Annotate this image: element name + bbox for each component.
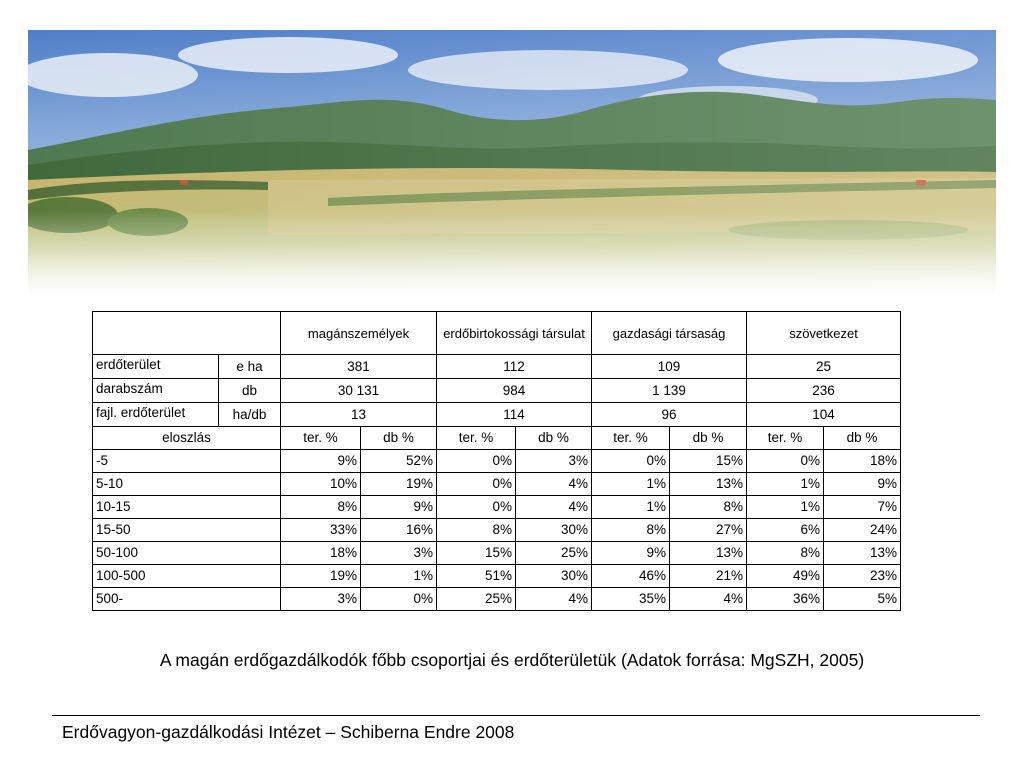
distribution-label: eloszlás: [93, 427, 281, 450]
table-cell: 9%: [824, 473, 901, 496]
table-cell: 8%: [670, 496, 747, 519]
distribution-subheader-row: [93, 427, 901, 450]
table-cell: 13: [281, 403, 437, 427]
row-label: 50-100: [93, 542, 281, 565]
footer-divider: [52, 715, 980, 716]
table-cell: 1%: [592, 473, 670, 496]
table-cell: 109: [592, 355, 747, 379]
table-cell: 16%: [361, 519, 437, 542]
table-row: [93, 379, 901, 403]
table-row: [93, 450, 901, 473]
table-cell: 1%: [361, 565, 437, 588]
table-cell: 112: [437, 355, 592, 379]
header-empty-cell: [93, 312, 281, 355]
table-cell: 46%: [592, 565, 670, 588]
column-header: gazdasági társaság: [592, 312, 747, 355]
footer-text: Erdővagyon-gazdálkodási Intézet – Schiberna Endre 2008: [62, 722, 515, 742]
table-cell: 52%: [361, 450, 437, 473]
subheader-cell: db %: [516, 427, 592, 450]
row-label: -5: [93, 450, 281, 473]
table-cell: 8%: [281, 496, 361, 519]
subheader-cell: ter. %: [437, 427, 516, 450]
table-cell: 0%: [437, 473, 516, 496]
table-cell: 984: [437, 379, 592, 403]
subheader-cell: ter. %: [281, 427, 361, 450]
table-cell: 30 131: [281, 379, 437, 403]
table-row: [93, 565, 901, 588]
table-cell: 9%: [281, 450, 361, 473]
table-cell: 4%: [670, 588, 747, 611]
row-unit: db: [219, 379, 281, 403]
row-label: 5-10: [93, 473, 281, 496]
table-cell: 1%: [592, 496, 670, 519]
table-cell: 114: [437, 403, 592, 427]
table-cell: 8%: [437, 519, 516, 542]
table-cell: 10%: [281, 473, 361, 496]
table-cell: 13%: [670, 542, 747, 565]
row-label: 100-500: [93, 565, 281, 588]
subheader-cell: db %: [361, 427, 437, 450]
table-cell: 0%: [747, 450, 824, 473]
table-row: [93, 355, 901, 379]
table-cell: 1%: [747, 496, 824, 519]
table-cell: 0%: [437, 496, 516, 519]
row-label: erdőterület: [93, 355, 219, 379]
table-cell: 9%: [361, 496, 437, 519]
table-row: [93, 473, 901, 496]
table-cell: 9%: [592, 542, 670, 565]
table-cell: 381: [281, 355, 437, 379]
table-row: [93, 403, 901, 427]
table-row: [93, 542, 901, 565]
table-cell: 4%: [516, 496, 592, 519]
table-cell: 0%: [361, 588, 437, 611]
table-cell: 236: [747, 379, 901, 403]
forest-owners-table: [92, 311, 901, 611]
table-cell: 35%: [592, 588, 670, 611]
table-cell: 51%: [437, 565, 516, 588]
table-cell: 19%: [361, 473, 437, 496]
table-cell: 21%: [670, 565, 747, 588]
table-cell: 13%: [824, 542, 901, 565]
table-cell: 1 139: [592, 379, 747, 403]
distribution-rows: [93, 450, 901, 611]
table-cell: 0%: [592, 450, 670, 473]
table-cell: 7%: [824, 496, 901, 519]
table-cell: 49%: [747, 565, 824, 588]
table-cell: 4%: [516, 588, 592, 611]
table-cell: 4%: [516, 473, 592, 496]
table-cell: 3%: [516, 450, 592, 473]
row-label: 500-: [93, 588, 281, 611]
table-cell: 25%: [437, 588, 516, 611]
table-cell: 104: [747, 403, 901, 427]
table-cell: 33%: [281, 519, 361, 542]
table-row: [93, 588, 901, 611]
table-caption: A magán erdőgazdálkodók főbb csoportjai és erdőterületük (Adatok forrása: MgSZH, 2005): [159, 650, 865, 670]
table-cell: 19%: [281, 565, 361, 588]
column-header: erdőbirtokossági társulat: [437, 312, 592, 355]
subheader-cell: ter. %: [747, 427, 824, 450]
row-unit: ha/db: [219, 403, 281, 427]
table-cell: 30%: [516, 565, 592, 588]
table-cell: 8%: [747, 542, 824, 565]
row-label: fajl. erdőterület: [93, 403, 219, 427]
table-cell: 3%: [361, 542, 437, 565]
row-label: darabszám: [93, 379, 219, 403]
table-cell: 3%: [281, 588, 361, 611]
table-cell: 1%: [747, 473, 824, 496]
table-cell: 0%: [437, 450, 516, 473]
table-cell: 15%: [437, 542, 516, 565]
column-header: magánszemélyek: [281, 312, 437, 355]
table-cell: 8%: [592, 519, 670, 542]
table-cell: 18%: [281, 542, 361, 565]
landscape-banner-image: [28, 30, 996, 300]
row-label: 10-15: [93, 496, 281, 519]
subheader-cell: db %: [670, 427, 747, 450]
table-header-row: [93, 312, 901, 355]
column-header: szövetkezet: [747, 312, 901, 355]
subheader-cell: db %: [824, 427, 901, 450]
table-cell: 24%: [824, 519, 901, 542]
table-cell: 25: [747, 355, 901, 379]
table-cell: 13%: [670, 473, 747, 496]
subheader-cell: ter. %: [592, 427, 670, 450]
table-row: [93, 496, 901, 519]
table-cell: 27%: [670, 519, 747, 542]
table-cell: 23%: [824, 565, 901, 588]
row-label: 15-50: [93, 519, 281, 542]
table-cell: 5%: [824, 588, 901, 611]
table-cell: 25%: [516, 542, 592, 565]
table-cell: 96: [592, 403, 747, 427]
table-cell: 6%: [747, 519, 824, 542]
table-cell: 18%: [824, 450, 901, 473]
table-row: [93, 519, 901, 542]
row-unit: e ha: [219, 355, 281, 379]
table-cell: 30%: [516, 519, 592, 542]
table-cell: 36%: [747, 588, 824, 611]
table-cell: 15%: [670, 450, 747, 473]
data-table-container: [92, 311, 900, 611]
